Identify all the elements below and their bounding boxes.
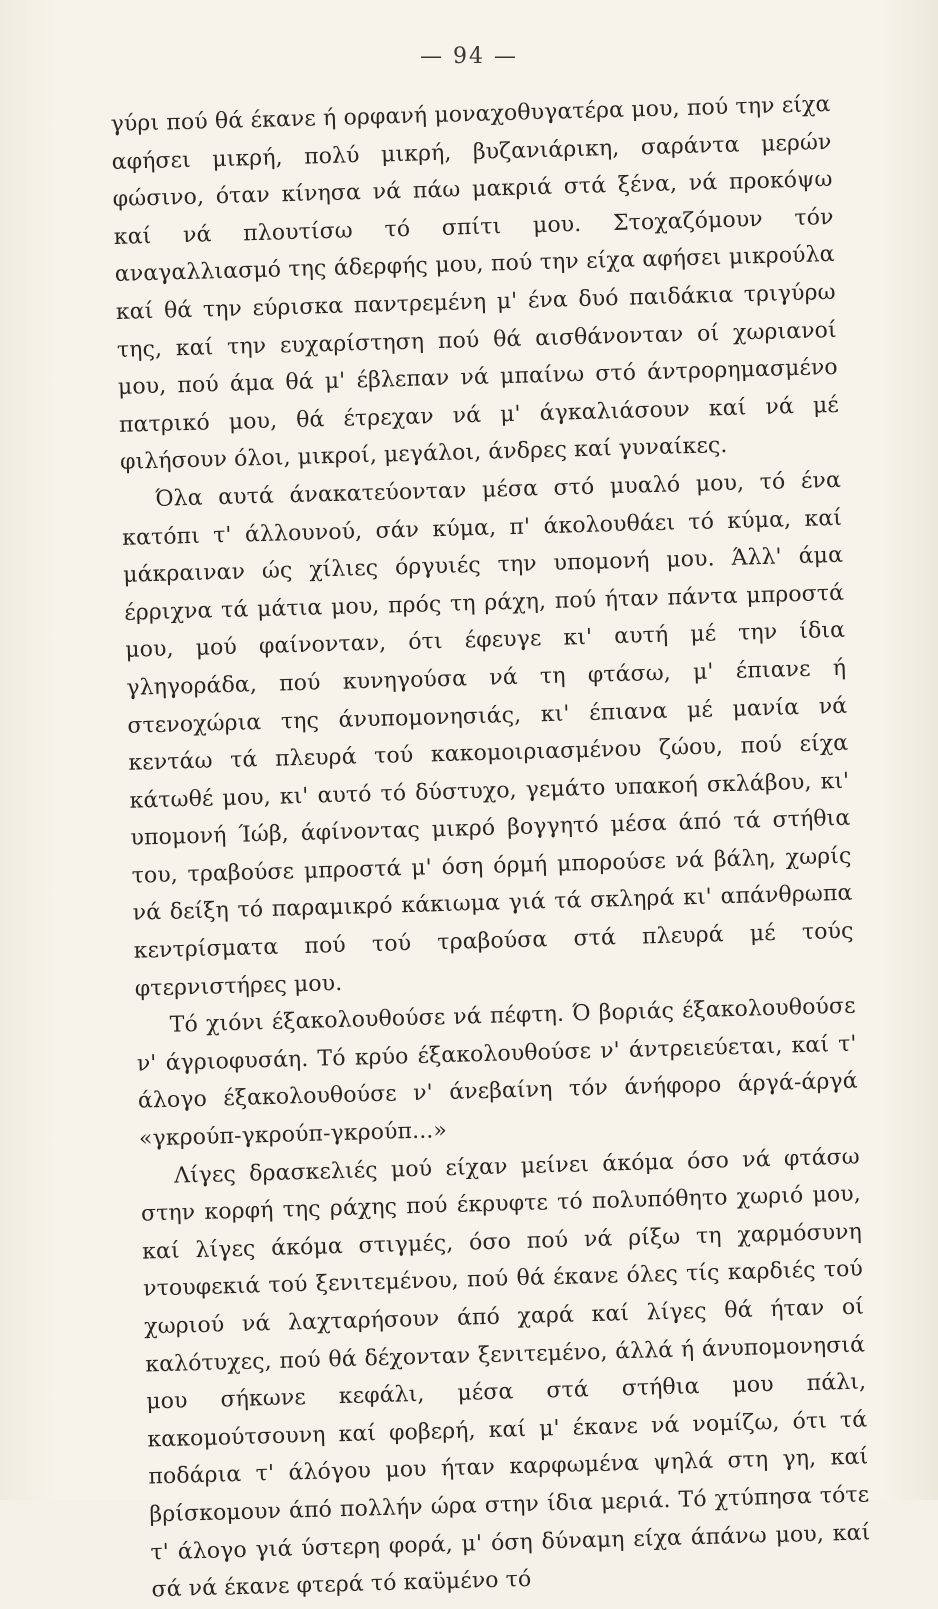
paragraph-1: γύρι πού θά έκανε ή ορφανή μοναχοθυγατέρα μου, πού την είχα αφήσει μικρή, πολύ μικρή, βυζανιάρικη, σαράντα μερών φώσινο, όταν κίνησα νά πάω μακριά στά ξένα, νά προκόψω καί νά πλουτίσω τό σπίτι μου. Στοχαζόμουν τόν αναγαλλιασμό της άδερφής μου, πού την είχα αφήσει μικρούλα καί θά την εύρισκα παντρεμένη μ' ένα δυό παιδάκια τριγύρω της, καί την ευχαρίστηση πού θά αισθάνονταν οί χωριανοί μου, πού άμα θά μ' έβλεπαν νά μπαίνω στό άντρορημασμένο πατρικό μου, θά έτρεχαν νά μ' άγκαλιάσουν καί νά μέ φιλήσουν όλοι, μικροί, μεγάλοι, άνδρες καί γυναίκες. (110, 91, 840, 476)
paragraph-3: Τό χιόνι έξακολουθούσε νά πέφτη. Ό βοριάς έξακολουθούσε ν' άγριοφυσάη. Τό κρύο έξακολουθούσε ν' άντρειεύεται, καί τ' άλογο έξακολουθούσε ν' άνεβαίνη τόν άνήφορο άργά-άργά «γκρούπ-γκρούπ-γκρούπ...» (136, 993, 859, 1152)
paragraph-2: Όλα αυτά άνακατεύονταν μέσα στό μυαλό μου, τό ένα κατόπι τ' άλλουνού, σάν κύμα, π' άκολουθάει τό κύμα, καί μάκραιναν ώς χίλιες όργυιές την υπομονή μου. Άλλ' άμα έρριχνα τά μάτια μου, πρός τη ράχη, πού ήταν πάντα μπροστά μου, μού φαίνονταν, ότι έφευγε κι' αυτή μέ την ίδια γληγοράδα, πού κυνηγούσα νά τη φτάσω, μ' έπιανε ή στενοχώρια της άνυπομονησιάς, κι' έπιανα μέ μανία νά κεντάω τά πλευρά τού κακομοιριασμένου ζώου, πού είχα κάτωθέ μου, κι' αυτό τό δύστυχο, γεμάτο υπακοή σκλάβου, κι' υπομονή Ίώβ, άφίνοντας μικρό βογγητό μέσα άπό τά στήθια του, τραβούσε μπροστά μ' όση όρμή μπορούσε νά βάλη, χωρίς νά δείξη τό παραμικρό κάκιωμα γιά τά σκληρά κι' απάνθρωπα κεντρίσματα πού τού τραβούσα στά πλευρά μέ τούς φτερνιστήρες μου. (121, 467, 854, 1002)
page-number: — 94 — (420, 44, 518, 69)
paragraph-4: Λίγες δρασκελιές μού είχαν μείνει άκόμα όσο νά φτάσω στην κορφή της ράχης πού έκρυφτε τό πολυπόθητο χωριό μου, καί λίγες άκόμα στιγμές, όσο πού νά ρίξω τη χαρμόσυνη ντουφεκιά τού ξενιτεμένου, πού θά έκανε όλες τίς καρδιές τού χωριού νά λαχταρήσουν άπό χαρά καί λίγες θά ήταν οί καλότυχες, πού θά δέχονταν ξενιτεμένο, άλλά ή άνυπομονησιά μου σήκωνε κεφάλι, μέσα στά στήθια μου πάλι, κακομούτσουνη καί φοβερή, καί μ' έκανε νά νομίζω, ότι τά ποδάρια τ' άλόγου μου ήταν καρφωμένα ψηλά στη γη, καί βρίσκομουν άπό πολλήν ώρα στην ίδια μεριά. Τό χτύπησα τότε τ' άλογο γιά ύστερη φορά, μ' όση δύναμη είχα άπάνω μου, καί σά νά έκανε φτερά τό καϋμένο τό (140, 1144, 871, 1603)
body-text (110, 86, 872, 1609)
